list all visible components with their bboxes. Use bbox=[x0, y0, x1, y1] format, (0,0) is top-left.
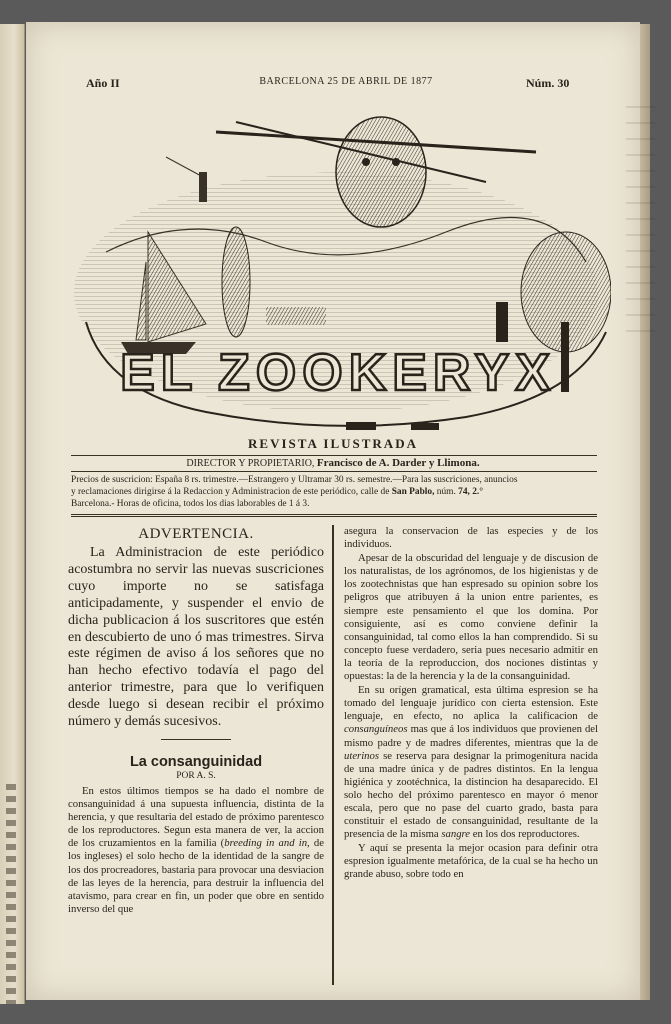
masthead-subtitle: REVISTA ILUSTRADA bbox=[248, 436, 418, 451]
facing-page-edge bbox=[0, 24, 25, 1004]
italic-run: breeding in and in, bbox=[224, 837, 310, 850]
right-column bbox=[344, 525, 598, 882]
year-label: Año II bbox=[86, 76, 120, 90]
prices-line: Barcelona.- Horas de oficina, todos los dias laborables de 1 á 3. bbox=[71, 499, 310, 509]
fish-icon bbox=[222, 227, 250, 337]
left-column bbox=[68, 526, 324, 916]
newspaper-page bbox=[26, 22, 640, 1000]
italic-run: uterinos bbox=[344, 749, 380, 762]
horse-icon bbox=[411, 423, 439, 430]
article-paragraph: Y aquí se presenta la mejor ocasion para definir otra espresion igualmente metafórica, de la cual se ha hecho un grande abuso, sobre todo en bbox=[344, 842, 598, 881]
separator bbox=[161, 739, 231, 740]
masthead-title: EL ZOOKERYX bbox=[120, 344, 556, 402]
street-number: 74, 2.° bbox=[458, 487, 483, 497]
column-divider bbox=[332, 525, 334, 985]
prices-line: Precios de suscricion: España 8 rs. trimestre.—Estrangero y Ultramar 30 rs. semestre.—Para las suscriciones, anuncios bbox=[71, 475, 518, 485]
bleed-through-text bbox=[626, 92, 656, 342]
number-label: núm. bbox=[436, 487, 456, 497]
masthead-illustration bbox=[66, 92, 611, 442]
facing-page-text bbox=[6, 784, 16, 1004]
article-paragraph bbox=[344, 684, 598, 841]
notice-title: ADVERTENCIA. bbox=[138, 526, 254, 542]
article-paragraph: Apesar de la obscuridad del lenguaje y de discusion de los naturalistas, de los agrónomos, de los higienistas y de los zootechnistas que han espresado su opinion sobre los peligros que atribuyen á la union entre parientes, es siempre este pensamiento el que los domina. Por consiguiente, así es como conviene definir la consanguinidad, tal como ellos la han comprendido. Si su concepto fuese verdadero, seria pues necesario admitir en la teoría de la reproduccion, dos nociones distintas y opuestas: la de la herencia y la de la consanguinidad. bbox=[344, 552, 598, 683]
rule bbox=[71, 471, 597, 472]
text-run: de los ingleses) el solo hecho de la identidad de la sangre de los dos procreadores, bastaria para provocar una desviacion de las leyes de la herencia, para destruir la influencia del atavismo, para crear en fin, un poder que obre en sentido inverso del que bbox=[68, 837, 324, 915]
horse-icon bbox=[346, 422, 376, 430]
double-rule bbox=[71, 514, 597, 517]
street-name: San Pablo, bbox=[391, 487, 435, 497]
rule bbox=[71, 455, 597, 456]
article-title: La consanguinidad bbox=[129, 753, 263, 770]
director-name: Francisco de A. Darder y Llimona. bbox=[316, 457, 480, 469]
text-run: se reserva para designar la primogenitura nacida de una madre única y de padres distintos. En la lengua higiénica y zootéchnica, la distincion ha desaparecido. El solo hecho del próximo parentesco en mayor ó menor escala, pero que no pase del cuarto grado, basta para constituir el estado de consanguinidad, resultante de la presencia de la misma bbox=[344, 749, 598, 841]
dateline: BARCELONA 25 DE ABRIL DE 1877 bbox=[259, 76, 433, 87]
animal-head-icon bbox=[336, 117, 426, 227]
article-paragraph bbox=[68, 785, 324, 916]
prices-line bbox=[71, 486, 599, 498]
director-line bbox=[26, 457, 640, 469]
text-run: En su orígen gramatical, esta última espresion se ha tomado del lenguaje jurídico con cierta estension. Este lenguaje, en efecto, no aplica la calificacion de bbox=[344, 684, 598, 723]
article-byline: POR A. S. bbox=[176, 770, 216, 781]
italic-run: sangre bbox=[441, 828, 471, 841]
subscription-prices bbox=[71, 474, 599, 510]
text-run: En estos últimos tiempos se ha dado el nombre de consanguinidad á una supuesta influencia, distinta de la herencia, y que resultaria del estado de próximo parentesco de los reproductores. Segun esta manera de ver, la accion de los cruzamientos en la familia ( bbox=[68, 784, 324, 850]
italic-run: consanguíneos bbox=[344, 723, 408, 736]
prices-line-text: y reclamaciones dirigirse á la Redaccion y Administracion de este periódico, calle de bbox=[71, 487, 390, 497]
text-run: mas que á los individuos que provienen del mismo padre y de madres diferentes, mientras que la de bbox=[344, 723, 598, 749]
notice-text: La Administracion de este periódico acostumbra no servir las nuevas suscriciones cuyo importe no se satisfaga anticipadamente, y suspender el envio de dicha publicacion á los suscritores que estén en descubierto de uno ó mas trimestres. Sirva este régimen de aviso á los señores que no han hecho efectivo todavía el pago del anterior trimestre, para que lo verifiquen desde luego si desean recibir el próximo número y demás sucesivos. bbox=[68, 545, 324, 730]
director-label: DIRECTOR Y PROPIETARIO, bbox=[186, 458, 315, 469]
article-paragraph: asegura la conservacion de las especies y de los individuos. bbox=[344, 525, 598, 551]
text-run: en los dos reproductores. bbox=[470, 828, 580, 841]
issue-number: Núm. 30 bbox=[526, 76, 570, 90]
